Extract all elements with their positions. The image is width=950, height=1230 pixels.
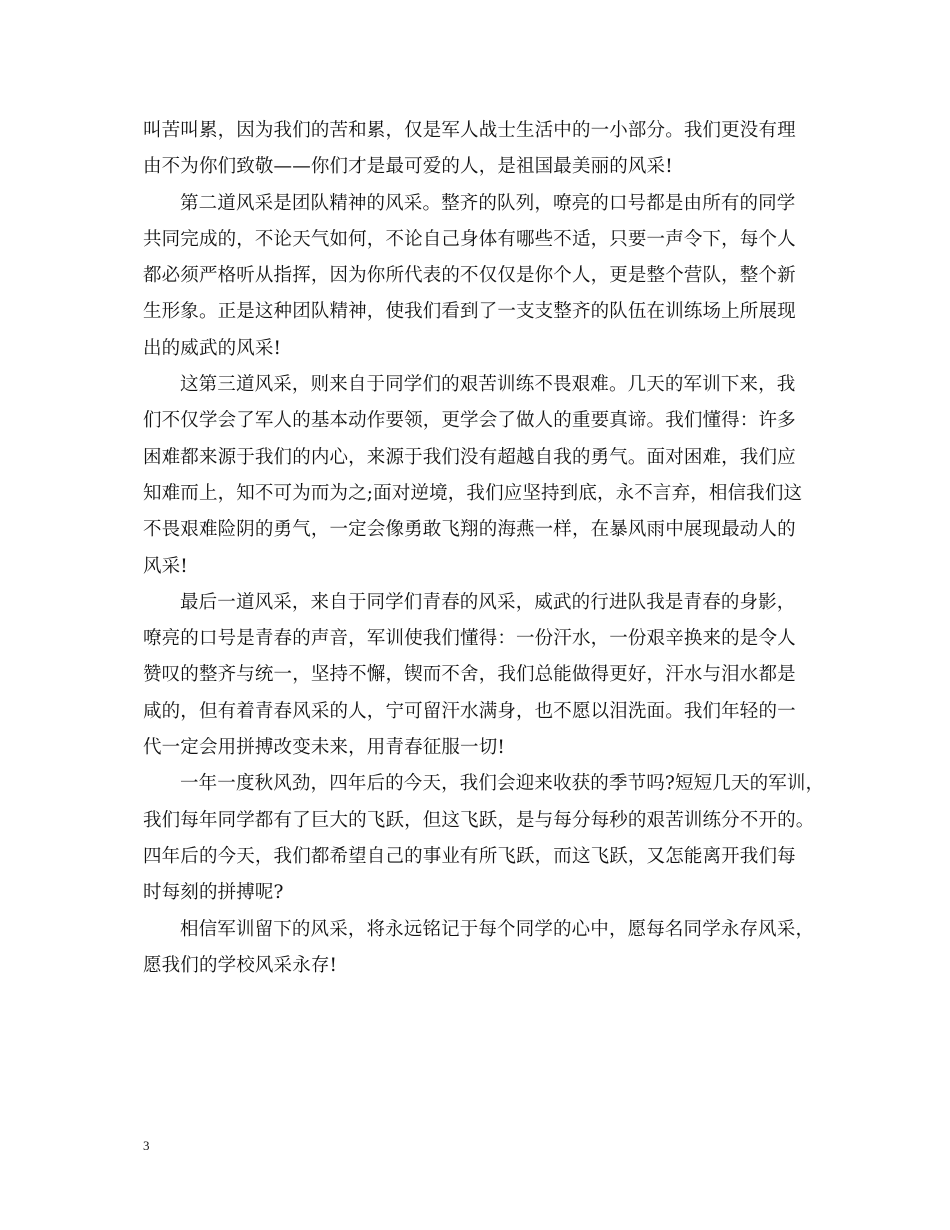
text-line: 出的威武的风采!	[143, 337, 282, 359]
text-line: 四年后的今天，我们都希望自己的事业有所飞跃，而这飞跃，又怎能离开我们每	[143, 845, 796, 867]
text-line: 风采!	[143, 555, 188, 577]
paragraph-first-line: 相信军训留下的风采，将永远铭记于每个同学的心中，愿每名同学永存风采，	[180, 918, 815, 940]
text-line: 困难都来源于我们的内心，来源于我们没有超越自我的勇气。面对困难，我们应	[143, 446, 796, 468]
paragraph-first-line: 最后一道风采，来自于同学们青春的风采，威武的行进队我是青春的身影，	[180, 591, 796, 613]
text-line: 咸的，但有着青春风采的人，宁可留汗水满身，也不愿以泪洗面。我们年轻的一	[143, 700, 796, 722]
text-line: 知难而上，知不可为而为之;面对逆境，我们应坚持到底，永不言弃，相信我们这	[143, 482, 803, 504]
text-line: 代一定会用拼搏改变未来，用青春征服一切!	[143, 737, 505, 759]
paragraph-first-line: 第二道风采是团队精神的风采。整齐的队列，嘹亮的口号都是由所有的同学	[180, 192, 796, 214]
paragraph-first-line: 一年一度秋风劲，四年后的今天，我们会迎来收获的季节吗?短短几天的军训，	[180, 773, 825, 795]
text-line: 时每刻的拼搏呢?	[143, 882, 284, 904]
page-number: 3	[143, 1138, 150, 1153]
text-line: 嘹亮的口号是青春的声音，军训使我们懂得：一份汗水，一份艰辛换来的是令人	[143, 628, 796, 650]
text-line: 不畏艰难险阴的勇气，一定会像勇敢飞翔的海燕一样，在暴风雨中展现最动人的	[143, 519, 796, 541]
text-line: 共同完成的，不论天气如何，不论自己身体有哪些不适，只要一声令下，每个人	[143, 228, 796, 250]
text-line: 叫苦叫累，因为我们的苦和累，仅是军人战士生活中的一小部分。我们更没有理	[143, 120, 796, 141]
text-line: 都必须严格听从指挥，因为你所代表的不仅仅是你个人，更是整个营队，整个新	[143, 265, 796, 287]
body-text	[143, 113, 825, 984]
text-line: 赞叹的整齐与统一，坚持不懈，锲而不舍，我们总能做得更好，汗水与泪水都是	[143, 664, 796, 686]
text-line: 生形象。正是这种团队精神，使我们看到了一支支整齐的队伍在训练场上所展现	[143, 301, 796, 323]
text-line: 由不为你们致敬——你们才是最可爱的人，是祖国最美丽的风采!	[143, 156, 673, 178]
text-line: 们不仅学会了军人的基本动作要领，更学会了做人的重要真谛。我们懂得：许多	[143, 410, 796, 432]
text-line: 愿我们的学校风采永存!	[143, 954, 338, 976]
paragraph-first-line: 这第三道风采，则来自于同学们的艰苦训练不畏艰难。几天的军训下来，我	[180, 374, 796, 396]
text-line: 我们每年同学都有了巨大的飞跃，但这飞跃，是与每分每秒的艰苦训练分不开的。	[143, 809, 815, 831]
